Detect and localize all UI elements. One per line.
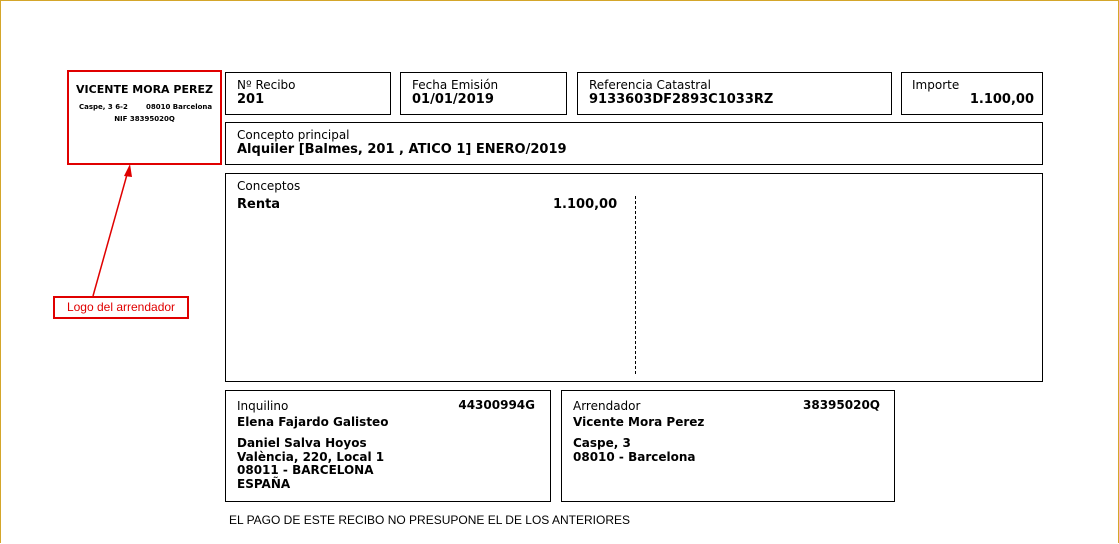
logo-nif: NIF 38395020Q bbox=[114, 115, 175, 123]
tenant-line-2: València, 220, Local 1 bbox=[237, 450, 385, 464]
tenant-nif: 44300994G bbox=[458, 398, 535, 412]
main-concept-box bbox=[225, 122, 1043, 165]
logo-name: VICENTE MORA PEREZ bbox=[76, 83, 213, 96]
issue-date-box bbox=[400, 72, 567, 115]
receipt-number: 201 bbox=[237, 92, 265, 107]
tenant-box bbox=[225, 390, 551, 502]
concepts-divider bbox=[635, 196, 636, 374]
concepts-box bbox=[225, 173, 1043, 382]
receipt-number-box bbox=[225, 72, 391, 115]
amount-value: 1.100,00 bbox=[969, 92, 1034, 107]
concept-item-amount: 1.100,00 bbox=[553, 197, 618, 212]
amount-box bbox=[901, 72, 1043, 115]
cadastral-box bbox=[577, 72, 892, 115]
landlord-line-1: Caspe, 3 bbox=[573, 436, 631, 450]
amount-label: Importe bbox=[912, 78, 960, 92]
cadastral-label: Referencia Catastral bbox=[589, 78, 711, 92]
landlord-logo bbox=[67, 70, 222, 165]
landlord-line-2: 08010 - Barcelona bbox=[573, 450, 696, 464]
landlord-nif: 38395020Q bbox=[803, 398, 880, 412]
receipt-number-label: Nº Recibo bbox=[237, 78, 296, 92]
tenant-name: Elena Fajardo Galisteo bbox=[237, 415, 389, 429]
main-concept-value: Alquiler [Balmes, 201 , ATICO 1] ENERO/2019 bbox=[237, 142, 567, 157]
main-concept-label: Concepto principal bbox=[237, 128, 350, 142]
concept-item-name: Renta bbox=[237, 197, 281, 212]
logo-city: 08010 Barcelona bbox=[146, 103, 213, 111]
tenant-label: Inquilino bbox=[237, 399, 289, 413]
landlord-box bbox=[561, 390, 895, 502]
tenant-line-3: 08011 - BARCELONA bbox=[237, 463, 374, 477]
landlord-name: Vicente Mora Perez bbox=[573, 415, 705, 429]
concepts-label: Conceptos bbox=[237, 179, 301, 193]
issue-date: 01/01/2019 bbox=[412, 92, 494, 107]
cadastral-reference: 9133603DF2893C1033RZ bbox=[589, 92, 774, 107]
issue-date-label: Fecha Emisión bbox=[412, 78, 499, 92]
annotation-label: Logo del arrendador bbox=[53, 296, 189, 319]
tenant-line-4: ESPAÑA bbox=[237, 477, 291, 491]
logo-address: Caspe, 3 6-2 bbox=[79, 103, 128, 111]
tenant-line-1: Daniel Salva Hoyos bbox=[237, 436, 367, 450]
footer-note: EL PAGO DE ESTE RECIBO NO PRESUPONE EL DE LOS ANTERIORES bbox=[229, 513, 630, 527]
landlord-label: Arrendador bbox=[573, 399, 641, 413]
